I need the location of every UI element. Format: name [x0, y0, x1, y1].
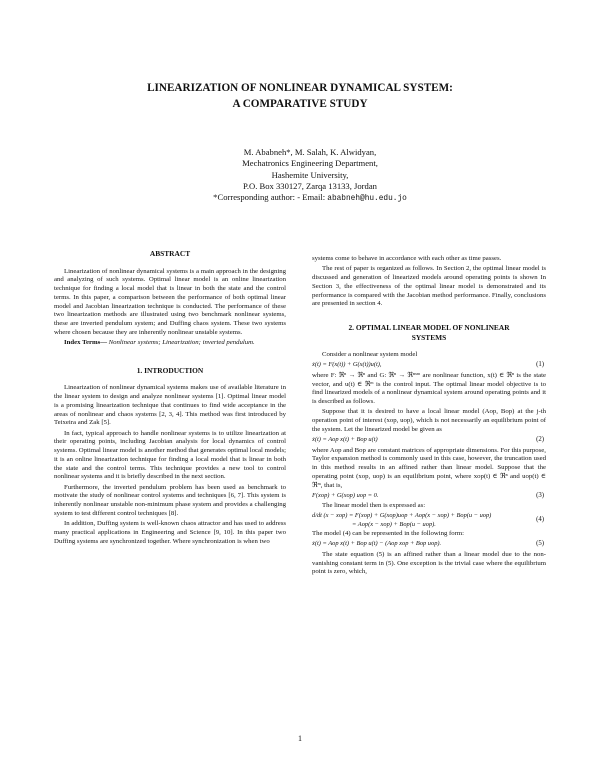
organization-paragraph: The rest of paper is organized as follows. In Section 2, the optimal linear model is discussed and generation of linearized models around operating points is shown In Section 3, the effectiveness of the optimal linear model is demonstrated and its performance is compared with the Jacobian method performance. Finally, conclusions are presented in section 4. — [312, 265, 546, 308]
author-department: Mechatronics Engineering Department, — [242, 158, 378, 169]
equation-5-body: ẋ(t) = Aop x(t) + Bop u(t) − (Aop xop + Bop uop). — [312, 540, 442, 548]
title-line-1: LINEARIZATION OF NONLINEAR DYNAMICAL SYSTEM: — [147, 82, 453, 94]
equation-5 — [312, 540, 546, 549]
equation-4-line-2: = Aop(x − xop) + Bop(u − uop). — [352, 520, 436, 528]
suppose-text: Suppose that it is desired to have a local linear model (Aop, Bop) at the j-th operation point of interest (xop, uop), which is not necessarily an equilibrium point of the system. Let the linearized model be given as — [312, 408, 546, 433]
author-address: P.O. Box 330127, Zarqa 13133, Jordan — [243, 180, 377, 191]
left-column — [54, 240, 286, 548]
model-4-text: The model (4) can be represented in the following form: — [312, 530, 465, 537]
where-text-2: where Aop and Bop are constant matrices of appropriate dimensions. For this purpose, Taylor expansion method is commonly used in this case, however, the truncation used in this method results in an affined rather than linear model. Suppose that the operating point (xop, uop) is an equilibrium point, where xop(t) ∈ ℜⁿ and uop(t) ∈ ℜᵐ, that is, — [312, 446, 546, 489]
section-2-heading-line-2: SYSTEMS — [411, 332, 447, 342]
intro-paragraph: Furthermore, the inverted pendulum problem has been used as benchmark to motivate the study of nonlinear control systems and techniques [6, 7]. This system is inherently nonlinear unstable non-minimum phase system and provides a challenging system to test different control techniques [8]. — [54, 483, 286, 517]
equation-3 — [312, 492, 546, 501]
right-column — [312, 255, 546, 579]
consider-text: Consider a nonlinear system model — [322, 351, 418, 358]
equation-1 — [312, 361, 546, 370]
author-university: Hashemite University, — [271, 169, 349, 180]
author-block — [150, 147, 470, 205]
page-number: 1 — [298, 734, 302, 743]
author-names: M. Ababneh*, M. Salah, K. Alwidyan, — [243, 147, 377, 157]
linear-model-text: The linear model then is expressed as: — [322, 502, 426, 510]
equation-3-body: F(xop) + G(xop) uop = 0. — [312, 491, 379, 499]
equation-1-body: ẋ(t) = F(x(t)) + G(x(t))u(t), — [312, 361, 382, 369]
email-link[interactable]: ababneh@hu.edu.jo — [327, 195, 407, 204]
equation-2-number: (2) — [536, 436, 544, 444]
corresponding-label: *Corresponding author: - Email: — [213, 192, 328, 203]
where-text-1: where F: ℜⁿ → ℜⁿ and G: ℜⁿ → ℜⁿˣᵐ are nonlinear function, x(t) ∈ ℜⁿ is the state vector, and u(t) ∈ ℜᵐ is the control input. The optimal linear model objective is to find linearized models of a nonlinear dynamical system around operating points and it is described as follows. — [312, 371, 546, 405]
equation-2 — [312, 436, 546, 445]
intro-paragraph: Linearization of nonlinear dynamical systems makes use of available literature in the linear system to design and analyze nonlinear systems [1]. Optimal linear model is a promising linearization technique that continues to find wide acceptance in the areas of nonlinear and chaos systems [2, 3, 4]. This method was first introduced by Teixeira and Zak [5]. — [54, 384, 286, 427]
title-line-2: A COMPARATIVE STUDY — [232, 98, 368, 110]
equation-5-number: (5) — [536, 540, 544, 548]
equation-3-number: (3) — [536, 491, 544, 499]
intro-paragraph: In fact, typical approach to handle nonlinear systems is to utilize linearization at their operating points, including Jacobian analysis for local dynamics of control systems. Optimal linear model is another method that generates optimal local models; it is an online linearization technique for finding a local model that is linear in both the state and the control terms. This technique provides a new tool to control nonlinear systems and it is briefly described in the next section. — [54, 429, 286, 481]
section-2-heading — [312, 323, 546, 342]
abstract-text: Linearization of nonlinear dynamical systems is a main approach in the designing and analyzing of such systems. Optimal linear model is an online linearization technique for finding a local model that is linear in both the state and the control terms. In this paper, a comparison between the performance of both optimal linear model and Jacobian linearization technique is conducted. The performance of these two linearization methods are illustrated using two benchmark nonlinear systems, these are inverted pendulum system; and Duffing chaos system. These two systems where chosen because they are inherently nonlinear unstable systems. — [54, 267, 286, 336]
continued-text: systems come to behave in accordance with each other as time passes. — [312, 255, 502, 262]
equation-4 — [312, 513, 546, 529]
index-terms-label: Index Terms— — [64, 339, 107, 346]
index-terms — [54, 339, 286, 348]
intro-heading: 1. INTRODUCTION — [136, 365, 204, 375]
corresponding-author — [150, 192, 470, 205]
equation-2-body: ẋ(t) = Aop x(t) + Bop u(t) — [312, 436, 378, 444]
section-2-heading-line-1: 2. OPTIMAL LINEAR MODEL OF NONLINEAR — [348, 323, 510, 332]
equation-4-number: (4) — [536, 516, 544, 524]
page-title — [40, 80, 560, 112]
equation-4-line-1: d/dt (x − xop) = F(xop) + G(xop)uop + Aop(x − xop) + Bop(u − uop) — [312, 511, 492, 519]
final-paragraph: The state equation (5) is an affined rather than a linear model due to the non-vanishing constant term in (5). One exception is the trivial case where the equilibrium point is zero, which, — [312, 550, 546, 576]
intro-paragraph: In addition, Duffing system is well-known chaos attractor and has used to address many practical applications in Engineering and Science [9, 10]. In this paper two Duffing systems are synchronized together. Where synchronization is when two — [54, 520, 286, 545]
index-terms-text: Nonlinear systems; Linearization; inverted pendulum. — [106, 339, 255, 346]
equation-1-number: (1) — [536, 361, 544, 369]
abstract-heading: ABSTRACT — [149, 249, 191, 258]
